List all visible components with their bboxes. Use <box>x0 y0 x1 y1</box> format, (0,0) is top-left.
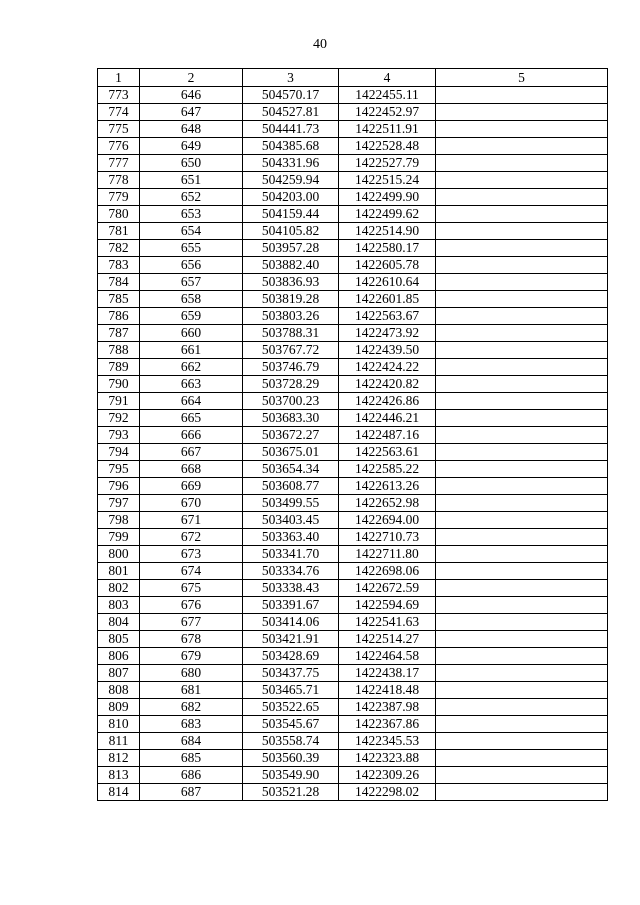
y-coordinate-cell: 1422426.86 <box>339 393 436 410</box>
row-number-cell: 805 <box>98 631 140 648</box>
y-coordinate-cell: 1422515.24 <box>339 172 436 189</box>
point-number-cell: 670 <box>140 495 243 512</box>
table-row <box>98 580 608 597</box>
table-row <box>98 767 608 784</box>
row-number-cell: 780 <box>98 206 140 223</box>
y-coordinate-cell: 1422511.91 <box>339 121 436 138</box>
x-coordinate-cell: 503788.31 <box>243 325 339 342</box>
row-number-cell: 814 <box>98 784 140 801</box>
x-coordinate-cell: 503608.77 <box>243 478 339 495</box>
table-row <box>98 359 608 376</box>
row-number-cell: 794 <box>98 444 140 461</box>
table-row <box>98 376 608 393</box>
y-coordinate-cell: 1422711.80 <box>339 546 436 563</box>
table-row <box>98 427 608 444</box>
row-number-cell: 795 <box>98 461 140 478</box>
point-number-cell: 667 <box>140 444 243 461</box>
point-number-cell: 678 <box>140 631 243 648</box>
row-number-cell: 785 <box>98 291 140 308</box>
row-number-cell: 800 <box>98 546 140 563</box>
table-row <box>98 223 608 240</box>
point-number-cell: 654 <box>140 223 243 240</box>
point-number-cell: 669 <box>140 478 243 495</box>
table-row <box>98 104 608 121</box>
note-cell <box>436 767 608 784</box>
table-row <box>98 393 608 410</box>
y-coordinate-cell: 1422439.50 <box>339 342 436 359</box>
x-coordinate-cell: 503465.71 <box>243 682 339 699</box>
note-cell <box>436 614 608 631</box>
note-cell <box>436 376 608 393</box>
note-cell <box>436 240 608 257</box>
row-number-cell: 779 <box>98 189 140 206</box>
table-row <box>98 597 608 614</box>
y-coordinate-cell: 1422601.85 <box>339 291 436 308</box>
row-number-cell: 803 <box>98 597 140 614</box>
row-number-cell: 796 <box>98 478 140 495</box>
table-row <box>98 614 608 631</box>
y-coordinate-cell: 1422528.48 <box>339 138 436 155</box>
row-number-cell: 782 <box>98 240 140 257</box>
y-coordinate-cell: 1422424.22 <box>339 359 436 376</box>
x-coordinate-cell: 503341.70 <box>243 546 339 563</box>
row-number-cell: 777 <box>98 155 140 172</box>
y-coordinate-cell: 1422420.82 <box>339 376 436 393</box>
point-number-cell: 665 <box>140 410 243 427</box>
point-number-cell: 657 <box>140 274 243 291</box>
table-row <box>98 189 608 206</box>
row-number-cell: 804 <box>98 614 140 631</box>
table-row <box>98 461 608 478</box>
row-number-cell: 807 <box>98 665 140 682</box>
table-row <box>98 478 608 495</box>
row-number-cell: 788 <box>98 342 140 359</box>
note-cell <box>436 478 608 495</box>
column-header-3: 3 <box>243 69 339 87</box>
note-cell <box>436 461 608 478</box>
table-row <box>98 631 608 648</box>
point-number-cell: 660 <box>140 325 243 342</box>
x-coordinate-cell: 503545.67 <box>243 716 339 733</box>
row-number-cell: 806 <box>98 648 140 665</box>
point-number-cell: 647 <box>140 104 243 121</box>
y-coordinate-cell: 1422610.64 <box>339 274 436 291</box>
note-cell <box>436 529 608 546</box>
row-number-cell: 774 <box>98 104 140 121</box>
note-cell <box>436 682 608 699</box>
table-row <box>98 699 608 716</box>
y-coordinate-cell: 1422672.59 <box>339 580 436 597</box>
y-coordinate-cell: 1422499.90 <box>339 189 436 206</box>
note-cell <box>436 104 608 121</box>
note-cell <box>436 172 608 189</box>
note-cell <box>436 648 608 665</box>
x-coordinate-cell: 503421.91 <box>243 631 339 648</box>
x-coordinate-cell: 503836.93 <box>243 274 339 291</box>
point-number-cell: 680 <box>140 665 243 682</box>
y-coordinate-cell: 1422514.90 <box>339 223 436 240</box>
y-coordinate-cell: 1422438.17 <box>339 665 436 682</box>
x-coordinate-cell: 504441.73 <box>243 121 339 138</box>
x-coordinate-cell: 504159.44 <box>243 206 339 223</box>
note-cell <box>436 699 608 716</box>
note-cell <box>436 410 608 427</box>
y-coordinate-cell: 1422652.98 <box>339 495 436 512</box>
point-number-cell: 683 <box>140 716 243 733</box>
note-cell <box>436 257 608 274</box>
point-number-cell: 651 <box>140 172 243 189</box>
point-number-cell: 649 <box>140 138 243 155</box>
x-coordinate-cell: 503700.23 <box>243 393 339 410</box>
row-number-cell: 802 <box>98 580 140 597</box>
y-coordinate-cell: 1422698.06 <box>339 563 436 580</box>
x-coordinate-cell: 503672.27 <box>243 427 339 444</box>
row-number-cell: 813 <box>98 767 140 784</box>
table-row <box>98 716 608 733</box>
point-number-cell: 681 <box>140 682 243 699</box>
x-coordinate-cell: 503560.39 <box>243 750 339 767</box>
note-cell <box>436 155 608 172</box>
y-coordinate-cell: 1422446.21 <box>339 410 436 427</box>
note-cell <box>436 427 608 444</box>
row-number-cell: 798 <box>98 512 140 529</box>
row-number-cell: 791 <box>98 393 140 410</box>
table-row <box>98 138 608 155</box>
table-row <box>98 291 608 308</box>
table-row <box>98 172 608 189</box>
note-cell <box>436 784 608 801</box>
note-cell <box>436 716 608 733</box>
y-coordinate-cell: 1422418.48 <box>339 682 436 699</box>
x-coordinate-cell: 504570.17 <box>243 87 339 104</box>
y-coordinate-cell: 1422345.53 <box>339 733 436 750</box>
row-number-cell: 792 <box>98 410 140 427</box>
table-row <box>98 546 608 563</box>
note-cell <box>436 274 608 291</box>
table-row <box>98 342 608 359</box>
x-coordinate-cell: 503338.43 <box>243 580 339 597</box>
note-cell <box>436 121 608 138</box>
point-number-cell: 658 <box>140 291 243 308</box>
row-number-cell: 778 <box>98 172 140 189</box>
y-coordinate-cell: 1422563.67 <box>339 308 436 325</box>
point-number-cell: 675 <box>140 580 243 597</box>
y-coordinate-cell: 1422563.61 <box>339 444 436 461</box>
note-cell <box>436 580 608 597</box>
y-coordinate-cell: 1422499.62 <box>339 206 436 223</box>
x-coordinate-cell: 503675.01 <box>243 444 339 461</box>
point-number-cell: 687 <box>140 784 243 801</box>
note-cell <box>436 291 608 308</box>
point-number-cell: 650 <box>140 155 243 172</box>
column-header-1: 1 <box>98 69 140 87</box>
table-row <box>98 410 608 427</box>
y-coordinate-cell: 1422514.27 <box>339 631 436 648</box>
note-cell <box>436 308 608 325</box>
x-coordinate-cell: 504203.00 <box>243 189 339 206</box>
x-coordinate-cell: 503767.72 <box>243 342 339 359</box>
x-coordinate-cell: 503683.30 <box>243 410 339 427</box>
table-row <box>98 682 608 699</box>
x-coordinate-cell: 503522.65 <box>243 699 339 716</box>
column-header-5: 5 <box>436 69 608 87</box>
y-coordinate-cell: 1422527.79 <box>339 155 436 172</box>
x-coordinate-cell: 503819.28 <box>243 291 339 308</box>
x-coordinate-cell: 503363.40 <box>243 529 339 546</box>
row-number-cell: 808 <box>98 682 140 699</box>
row-number-cell: 793 <box>98 427 140 444</box>
note-cell <box>436 546 608 563</box>
note-cell <box>436 138 608 155</box>
point-number-cell: 663 <box>140 376 243 393</box>
note-cell <box>436 342 608 359</box>
point-number-cell: 652 <box>140 189 243 206</box>
y-coordinate-cell: 1422585.22 <box>339 461 436 478</box>
point-number-cell: 671 <box>140 512 243 529</box>
x-coordinate-cell: 503403.45 <box>243 512 339 529</box>
point-number-cell: 666 <box>140 427 243 444</box>
row-number-cell: 781 <box>98 223 140 240</box>
table-row <box>98 733 608 750</box>
note-cell <box>436 87 608 104</box>
y-coordinate-cell: 1422605.78 <box>339 257 436 274</box>
table-row <box>98 240 608 257</box>
row-number-cell: 811 <box>98 733 140 750</box>
x-coordinate-cell: 503882.40 <box>243 257 339 274</box>
row-number-cell: 809 <box>98 699 140 716</box>
y-coordinate-cell: 1422387.98 <box>339 699 436 716</box>
x-coordinate-cell: 504259.94 <box>243 172 339 189</box>
table-row <box>98 444 608 461</box>
table-row <box>98 257 608 274</box>
x-coordinate-cell: 504385.68 <box>243 138 339 155</box>
row-number-cell: 790 <box>98 376 140 393</box>
note-cell <box>436 495 608 512</box>
table-row <box>98 121 608 138</box>
row-number-cell: 812 <box>98 750 140 767</box>
x-coordinate-cell: 503803.26 <box>243 308 339 325</box>
note-cell <box>436 325 608 342</box>
row-number-cell: 787 <box>98 325 140 342</box>
x-coordinate-cell: 504527.81 <box>243 104 339 121</box>
x-coordinate-cell: 503728.29 <box>243 376 339 393</box>
table-row <box>98 512 608 529</box>
note-cell <box>436 733 608 750</box>
table-row <box>98 495 608 512</box>
table-row <box>98 206 608 223</box>
point-number-cell: 661 <box>140 342 243 359</box>
y-coordinate-cell: 1422487.16 <box>339 427 436 444</box>
point-number-cell: 676 <box>140 597 243 614</box>
table-row <box>98 665 608 682</box>
point-number-cell: 677 <box>140 614 243 631</box>
y-coordinate-cell: 1422541.63 <box>339 614 436 631</box>
x-coordinate-cell: 504331.96 <box>243 155 339 172</box>
note-cell <box>436 597 608 614</box>
y-coordinate-cell: 1422455.11 <box>339 87 436 104</box>
table-row <box>98 87 608 104</box>
point-number-cell: 682 <box>140 699 243 716</box>
note-cell <box>436 563 608 580</box>
point-number-cell: 686 <box>140 767 243 784</box>
table-row <box>98 750 608 767</box>
point-number-cell: 674 <box>140 563 243 580</box>
row-number-cell: 810 <box>98 716 140 733</box>
x-coordinate-cell: 503558.74 <box>243 733 339 750</box>
x-coordinate-cell: 503437.75 <box>243 665 339 682</box>
row-number-cell: 789 <box>98 359 140 376</box>
column-header-2: 2 <box>140 69 243 87</box>
column-header-4: 4 <box>339 69 436 87</box>
note-cell <box>436 512 608 529</box>
point-number-cell: 679 <box>140 648 243 665</box>
note-cell <box>436 223 608 240</box>
point-number-cell: 659 <box>140 308 243 325</box>
note-cell <box>436 750 608 767</box>
row-number-cell: 801 <box>98 563 140 580</box>
y-coordinate-cell: 1422694.00 <box>339 512 436 529</box>
point-number-cell: 662 <box>140 359 243 376</box>
note-cell <box>436 189 608 206</box>
x-coordinate-cell: 503499.55 <box>243 495 339 512</box>
x-coordinate-cell: 503746.79 <box>243 359 339 376</box>
coordinates-table <box>97 68 608 801</box>
point-number-cell: 646 <box>140 87 243 104</box>
x-coordinate-cell: 503428.69 <box>243 648 339 665</box>
y-coordinate-cell: 1422298.02 <box>339 784 436 801</box>
note-cell <box>436 206 608 223</box>
table-row <box>98 325 608 342</box>
point-number-cell: 672 <box>140 529 243 546</box>
note-cell <box>436 444 608 461</box>
x-coordinate-cell: 503654.34 <box>243 461 339 478</box>
row-number-cell: 799 <box>98 529 140 546</box>
point-number-cell: 655 <box>140 240 243 257</box>
row-number-cell: 786 <box>98 308 140 325</box>
point-number-cell: 684 <box>140 733 243 750</box>
point-number-cell: 664 <box>140 393 243 410</box>
page-number: 40 <box>313 37 327 52</box>
table-body <box>98 87 608 801</box>
y-coordinate-cell: 1422323.88 <box>339 750 436 767</box>
x-coordinate-cell: 503414.06 <box>243 614 339 631</box>
y-coordinate-cell: 1422473.92 <box>339 325 436 342</box>
y-coordinate-cell: 1422613.26 <box>339 478 436 495</box>
y-coordinate-cell: 1422710.73 <box>339 529 436 546</box>
note-cell <box>436 359 608 376</box>
point-number-cell: 648 <box>140 121 243 138</box>
row-number-cell: 797 <box>98 495 140 512</box>
point-number-cell: 673 <box>140 546 243 563</box>
x-coordinate-cell: 504105.82 <box>243 223 339 240</box>
row-number-cell: 783 <box>98 257 140 274</box>
point-number-cell: 668 <box>140 461 243 478</box>
table-row <box>98 784 608 801</box>
row-number-cell: 784 <box>98 274 140 291</box>
note-cell <box>436 665 608 682</box>
x-coordinate-cell: 503521.28 <box>243 784 339 801</box>
point-number-cell: 685 <box>140 750 243 767</box>
note-cell <box>436 631 608 648</box>
point-number-cell: 656 <box>140 257 243 274</box>
row-number-cell: 775 <box>98 121 140 138</box>
y-coordinate-cell: 1422580.17 <box>339 240 436 257</box>
table-row <box>98 648 608 665</box>
x-coordinate-cell: 503957.28 <box>243 240 339 257</box>
table-row <box>98 563 608 580</box>
table-row <box>98 274 608 291</box>
row-number-cell: 773 <box>98 87 140 104</box>
table-row <box>98 529 608 546</box>
table-row <box>98 155 608 172</box>
y-coordinate-cell: 1422452.97 <box>339 104 436 121</box>
x-coordinate-cell: 503549.90 <box>243 767 339 784</box>
y-coordinate-cell: 1422367.86 <box>339 716 436 733</box>
point-number-cell: 653 <box>140 206 243 223</box>
row-number-cell: 776 <box>98 138 140 155</box>
y-coordinate-cell: 1422594.69 <box>339 597 436 614</box>
x-coordinate-cell: 503391.67 <box>243 597 339 614</box>
table-header-row <box>98 69 608 87</box>
y-coordinate-cell: 1422309.26 <box>339 767 436 784</box>
note-cell <box>436 393 608 410</box>
y-coordinate-cell: 1422464.58 <box>339 648 436 665</box>
x-coordinate-cell: 503334.76 <box>243 563 339 580</box>
table-row <box>98 308 608 325</box>
